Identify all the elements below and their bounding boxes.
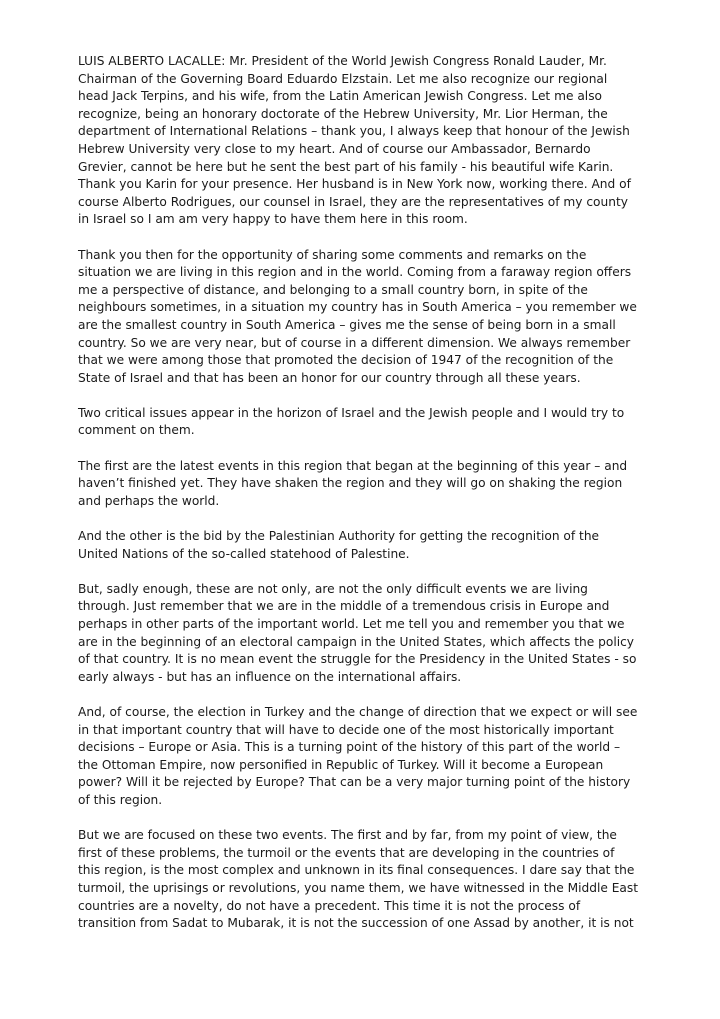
paragraph-turkey-election: And, of course, the election in Turkey and the change of direction that we expect or will see in that important country that will have to decide one of the most historically important decisions – Europe or Asia. This is a turning point of the history of this part of the world – the Ottoman Empire, now personified in Republic of Turkey. Will it become a European power? Will it be rejected by Europe? That can be a very major turning point of the history of this region. xyxy=(78,704,638,807)
paragraph-palestinian-bid: And the other is the bid by the Palestinian Authority for getting the recognition of the United Nations of the so-called statehood of Palestine. xyxy=(78,529,600,561)
paragraph-opening-acknowledgements: LUIS ALBERTO LACALLE: Mr. President of the World Jewish Congress Ronald Lauder, Mr. Chairman of the Governing Board Eduardo Elzstain. Let me also recognize our regional head Jack Terpins, and his wife, from the Latin American Jewish Congress. Let me also recognize, being an honorary doctorate of the Hebrew University, Mr. Lior Herman, the department of International Relations – thank you, I always keep that honour of the Jewish Hebrew University very close to my heart. And of course our Ambassador, Bernardo Grevier, cannot be here but he sent the best part of his family - his beautiful wife Karin. Thank you Karin for your presence. Her husband is in New York now, working there. And of course Alberto Rodrigues, our counsel in Israel, they are the representatives of my county in Israel so I am am very happy to have them here in this room. xyxy=(78,54,631,227)
paragraph-other-difficult-events: But, sadly enough, these are not only, are not the only difficult events we are living through. Just remember that we are in the middle of a tremendous crisis in Europe and perhaps in other parts of the important world. Let me tell you and remember you that we are in the beginning of an electoral campaign in the United States, which affects the policy of that country. It is no mean event the struggle for the Presidency in the United States - so early always - but has an influence on the international affairs. xyxy=(78,581,637,684)
paragraph-latest-events: The first are the latest events in this region that began at the beginning of this year – and haven’t finished yet. They have shaken the region and they will go on shaking the region and perhaps the world. xyxy=(78,458,628,508)
document-page xyxy=(78,53,638,933)
paragraph-thanks-perspective: Thank you then for the opportunity of sharing some comments and remarks on the situation we are living in this region and in the world. Coming from a faraway region offers me a perspective of distance, and belonging to a small country born, in spite of the neighbours sometimes, in a situation my country has in South America – you remember we are the smallest country in South America – gives me the sense of being born in a small country. So we are very near, but of course in a different dimension. We always remember that we were among those that promoted the decision of 1947 of the recognition of the State of Israel and that has been an honor for our country through all these years. xyxy=(78,247,637,385)
paragraph-two-critical-issues: Two critical issues appear in the horizon of Israel and the Jewish people and I would try to comment on them. xyxy=(78,405,625,438)
paragraph-focus-two-events: But we are focused on these two events. The first and by far, from my point of view, the first of these problems, the turmoil or the events that are developing in the countries of this region, is the most complex and unknown in its final consequences. I dare say that the turmoil, the uprisings or revolutions, you name them, we have witnessed in the Middle East countries are a novelty, do not have a precedent. This time it is not the process of transition from Sadat to Mubarak, it is not the succession of one Assad by another, it is not xyxy=(78,828,638,931)
